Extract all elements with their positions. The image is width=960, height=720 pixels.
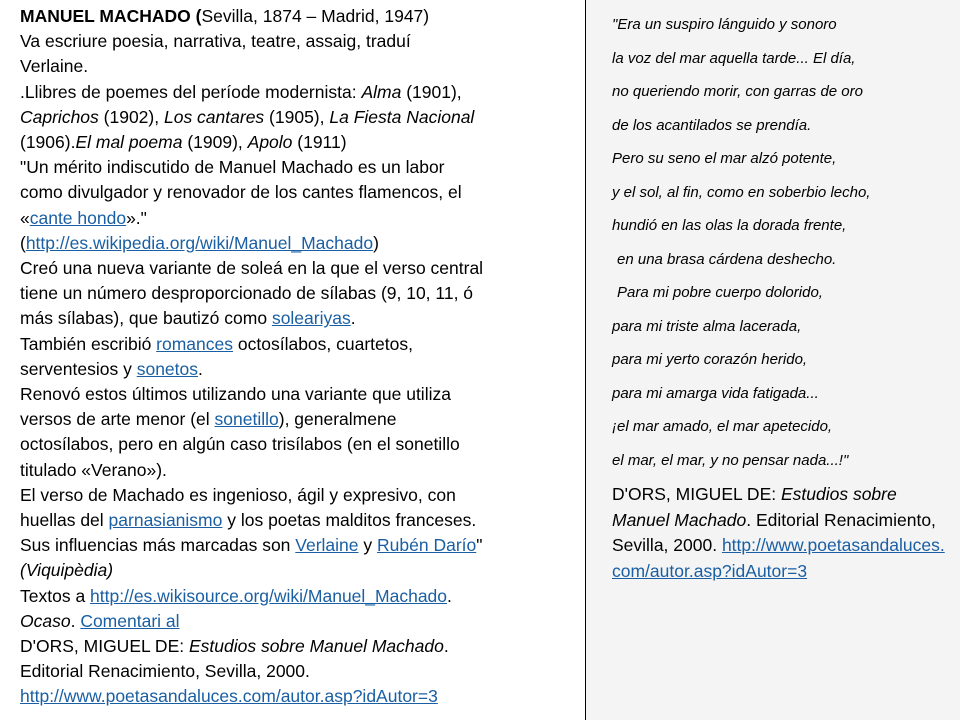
poem-panel bbox=[586, 0, 960, 720]
link-wikisource[interactable]: http://es.wikisource.org/wiki/Manuel_Machado bbox=[90, 585, 448, 606]
poem-line: y el sol, al fin, como en soberbio lecho, bbox=[612, 183, 871, 201]
link-comentari[interactable]: Comentari al bbox=[80, 610, 180, 631]
citation-title: Estudios sobre Manuel Machado bbox=[612, 484, 897, 530]
biography-heading: MANUEL MACHADO (Sevilla, 1874 – Madrid, 1947) bbox=[20, 6, 430, 26]
source-viquipedia: (Viquipèdia) bbox=[20, 560, 114, 581]
poem-line: el mar, el mar, y no pensar nada...!" bbox=[612, 451, 849, 469]
citation-publisher: . Editorial Renacimiento, Sevilla, 2000. bbox=[612, 509, 936, 555]
citation bbox=[612, 482, 952, 584]
poem-ocaso bbox=[612, 8, 952, 477]
poem-line: para mi triste alma lacerada, bbox=[612, 317, 802, 335]
link-sonetos[interactable]: sonetos bbox=[136, 358, 199, 379]
link-poetas-andaluces[interactable]: http://www.poetasandaluces.com/autor.asp?idAutor=3 bbox=[20, 686, 438, 707]
link-ruben-dario[interactable]: Rubén Darío bbox=[377, 535, 477, 556]
biography-text: MANUEL MACHADO (Sevilla, 1874 – Madrid, 1947) Va escriure poesia, narrativa, teatre, assaig, traduí Verlaine. .Llibres de poemes del període modernista: Alma (1901), Caprichos (1902), Los cantares (1905), La Fiesta Nacional (1906).El mal poema (1909), Apolo (1911) "Un mérito indiscutido de Manuel Machado es un labor como divulgador y renovador de los cantes flamencos, el «cante hondo»." (http://es.wikipedia.org/wiki/Manuel_Machado) Creó una nueva variante de soleá en la que el verso central tiene un número desproporcionado de sílabas (9, 10, 11, ó más sílabas), que bautizó como soleariyas. También escribió romances octosílabos, cuartetos, serventesios y sonetos. Renovó estos últimos utilizando una variante que utiliza versos de arte menor (el sonetillo), generalmene octosílabos, pero en algún caso trisílabos (en el sonetillo titulado «Verano»). El verso de Machado es ingenioso, ágil y expresivo, con huellas del parnasianismo y los poetas malditos franceses. Sus influencias más marcadas son Verlaine y Rubén Darío" (Viquipèdia) Textos a http://es.wikisource.org/wiki/Manuel_Machado. Ocaso. Comentari al D'ORS, MIGUEL DE: Estudios sobre Manuel Machado. Editorial Renacimiento, Sevilla, 2000. http://www.poetasandaluces.com/autor.asp?idAutor=3 bbox=[20, 4, 585, 710]
poem-line: hundió en las olas la dorada frente, bbox=[612, 217, 847, 234]
link-parnasianismo[interactable]: parnasianismo bbox=[108, 510, 223, 531]
poem-line: Para mi pobre cuerpo dolorido, bbox=[617, 284, 823, 301]
author-name: MANUEL MACHADO ( bbox=[20, 6, 202, 26]
poem-line: para mi amarga vida fatigada... bbox=[612, 384, 819, 402]
link-soleariyas[interactable]: soleariyas bbox=[271, 308, 351, 329]
link-cante-hondo[interactable]: cante hondo bbox=[29, 207, 127, 228]
link-verlaine[interactable]: Verlaine bbox=[295, 535, 359, 556]
poem-line: no queriendo morir, con garras de oro bbox=[612, 83, 863, 100]
link-romances[interactable]: romances bbox=[156, 333, 234, 354]
works-list: .Llibres de poemes del període modernista: Alma (1901), bbox=[20, 81, 462, 102]
poem-title-ocaso: Ocaso bbox=[20, 610, 71, 631]
link-wikipedia[interactable]: http://es.wikipedia.org/wiki/Manuel_Machado bbox=[25, 232, 374, 253]
link-sonetillo[interactable]: sonetillo bbox=[214, 409, 279, 430]
citation-author: D'ORS, MIGUEL DE: bbox=[612, 484, 781, 504]
citation-link[interactable]: http://www.poetasandaluces.com/autor.asp?idAutor=3 bbox=[612, 535, 945, 581]
poem-line: en una brasa cárdena deshecho. bbox=[617, 250, 837, 268]
poem-line: para mi yerto corazón herido, bbox=[612, 351, 808, 368]
poem-line: de los acantilados se prendía. bbox=[612, 116, 812, 134]
poem-line: "Era un suspiro lánguido y sonoro bbox=[612, 16, 837, 33]
poem-line: ¡el mar amado, el mar apetecido, bbox=[612, 418, 833, 435]
poem-line: la voz del mar aquella tarde... El día, bbox=[612, 49, 856, 67]
poem-line: Pero su seno el mar alzó potente, bbox=[612, 150, 837, 167]
